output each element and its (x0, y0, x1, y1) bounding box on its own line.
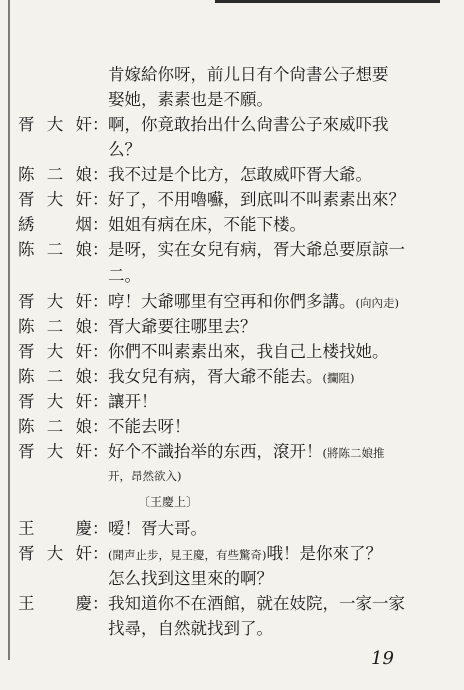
speaker-name: 王慶 (18, 519, 92, 538)
line-content (108, 364, 354, 391)
line-text: 好了，不用嚕囌，到底叫不叫素素出來？ (108, 190, 405, 209)
line-text: 姐姐有病在床，不能下楼。 (108, 215, 306, 234)
script-line (18, 439, 448, 464)
script-line (18, 187, 448, 212)
stage-direction: (攔阻) (322, 371, 355, 385)
page-number: 19 (371, 648, 394, 669)
script-line (18, 414, 448, 439)
line-text: 我女兒有病，胥大爺不能去。 (108, 367, 323, 386)
script-line (18, 289, 448, 314)
colon: ： (92, 240, 109, 259)
script-line (18, 137, 448, 162)
top-rule (215, 0, 440, 3)
script-text (18, 62, 448, 641)
speaker-name: 陈二娘 (18, 417, 92, 436)
stage-entrance: 〔王慶上〕 (138, 495, 199, 509)
line-text: 你們不叫素素出來，我自己上楼找她。 (108, 342, 389, 361)
speaker-name: 胥大奸 (18, 342, 92, 361)
speaker-name: 綉烟 (18, 215, 92, 234)
colon: ： (92, 594, 109, 613)
speaker-name: 胥大奸 (18, 544, 92, 563)
line-text: 哼！大爺哪里有空再和你們多講。 (108, 292, 356, 311)
line-text: 啊，你竟敢抬出什么尙書公子來威吓我 (108, 115, 389, 134)
stage-direction: (聞声止步，見王慶，有些驚奇) (108, 548, 267, 562)
line-text: 怎么找到这里來的啊？ (108, 569, 273, 588)
speaker-name: 王慶 (18, 594, 92, 613)
speaker-name: 陈二娘 (18, 317, 92, 336)
script-line (18, 464, 448, 489)
script-line (18, 541, 448, 566)
colon: ： (92, 165, 109, 184)
line-text: 胥大爺要往哪里去？ (108, 317, 257, 336)
script-line (18, 364, 448, 389)
colon: ： (92, 115, 109, 134)
speaker-name: 陈二娘 (18, 165, 92, 184)
line-text: 好个不識抬举的东西，滾开！ (108, 442, 323, 461)
line-content (108, 439, 385, 466)
colon: ： (92, 367, 109, 386)
script-line (18, 339, 448, 364)
line-content (108, 289, 399, 316)
stage-direction: 开，昂然欲入) (108, 469, 182, 483)
script-line (18, 262, 448, 289)
speaker-name: 胥大奸 (18, 292, 92, 311)
speaker-name: 胥大奸 (18, 115, 92, 134)
line-text: 二。 (108, 266, 141, 285)
line-text: 讓开！ (108, 392, 158, 411)
colon: ： (92, 317, 109, 336)
colon: ： (92, 544, 109, 563)
speaker-name: 胥大奸 (18, 392, 92, 411)
script-line (18, 314, 448, 339)
colon: ： (92, 190, 109, 209)
speaker-name: 胥大奸 (18, 190, 92, 209)
script-line (18, 62, 448, 87)
line-text: 么？ (108, 140, 141, 159)
script-line (18, 237, 448, 262)
stage-direction: (將陈二娘推 (322, 446, 385, 460)
line-text: 找尋，自然就找到了。 (108, 619, 273, 638)
line-text: 我知道你不在酒館，就在妓院，一家一家 (108, 594, 405, 613)
stage-direction: (向內走) (355, 296, 399, 310)
colon: ： (92, 392, 109, 411)
script-line (18, 489, 448, 516)
line-content (108, 541, 382, 568)
speaker-name: 陈二娘 (18, 367, 92, 386)
line-text: 哦！是你來了？ (266, 544, 382, 563)
line-text: 我不过是个比方，怎敢威吓胥大爺。 (108, 165, 372, 184)
script-line (18, 162, 448, 187)
speaker-name: 胥大奸 (18, 442, 92, 461)
line-text: 是呀，实在女兒有病，胥大爺总要原諒一 (108, 240, 405, 259)
line-text: 娶她，素素也是不願。 (108, 90, 273, 109)
colon: ： (92, 519, 109, 538)
script-line (18, 112, 448, 137)
script-line (18, 212, 448, 237)
binding-edge (8, 0, 10, 660)
colon: ： (92, 417, 109, 436)
script-line (18, 516, 448, 541)
colon: ： (92, 215, 109, 234)
script-line (18, 566, 448, 591)
speaker-name: 陈二娘 (18, 240, 92, 259)
colon: ： (92, 442, 109, 461)
script-line (18, 389, 448, 414)
script-line (18, 616, 448, 641)
script-line (18, 591, 448, 616)
colon: ： (92, 342, 109, 361)
line-text: 不能去呀！ (108, 417, 191, 436)
line-text: 嗳！胥大哥。 (108, 519, 207, 538)
line-text: 肯嫁給你呀，前儿日有个尙書公子想要 (108, 65, 389, 84)
colon: ： (92, 292, 109, 311)
script-line (18, 87, 448, 112)
